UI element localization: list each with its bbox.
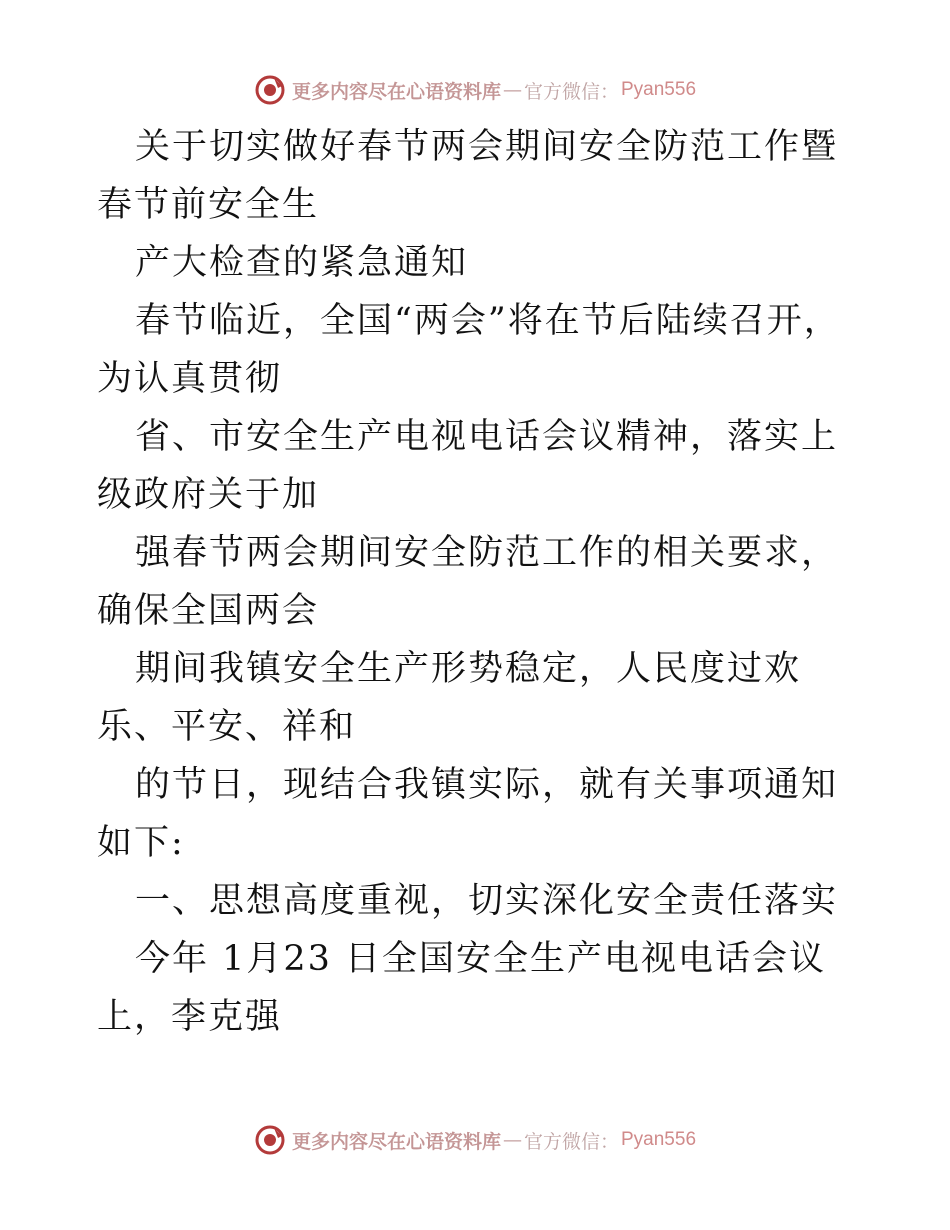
- paragraph-title-2: 产大检查的紧急通知: [135, 243, 469, 283]
- watermark-dash: —: [502, 1129, 522, 1151]
- watermark-official-label: 官方微信：: [523, 80, 619, 103]
- section-heading-1: 一、思想高度重视，切实深化安全责任落实: [135, 881, 839, 921]
- logo-icon: [254, 74, 286, 106]
- paragraph-2: 省、市安全生产电视电话会议精神，落实上级政府关于加: [97, 417, 839, 515]
- watermark-dash: —: [502, 79, 522, 101]
- watermark-text: 更多内容尽在心语资料库: [291, 1130, 501, 1153]
- watermark-official-label: 官方微信：: [523, 1130, 619, 1153]
- watermark-wechat-id: Pyan556: [621, 79, 697, 100]
- watermark-text: 更多内容尽在心语资料库: [291, 80, 501, 103]
- paragraph-4: 期间我镇安全生产形势稳定，人民度过欢乐、平安、祥和: [97, 649, 802, 747]
- paragraph-3: 强春节两会期间安全防范工作的相关要求，确保全国两会: [97, 533, 839, 631]
- logo-icon: [254, 1124, 286, 1156]
- watermark-wechat-id: Pyan556: [621, 1129, 697, 1150]
- paragraph-1: 春节临近，全国“两会”将在节后陆续召开，为认真贯彻: [97, 301, 841, 399]
- document-body: [97, 118, 857, 1046]
- paragraph-5: 的节日，现结合我镇实际，就有关事项通知如下:: [97, 765, 839, 863]
- footer-watermark: [0, 1120, 950, 1160]
- paragraph-title-1: 关于切实做好春节两会期间安全防范工作暨 春节前安全生: [97, 127, 839, 225]
- paragraph-6: 今年 1月23 日全国安全生产电视电话会议上，李克强: [97, 939, 827, 1037]
- header-watermark: [0, 70, 950, 110]
